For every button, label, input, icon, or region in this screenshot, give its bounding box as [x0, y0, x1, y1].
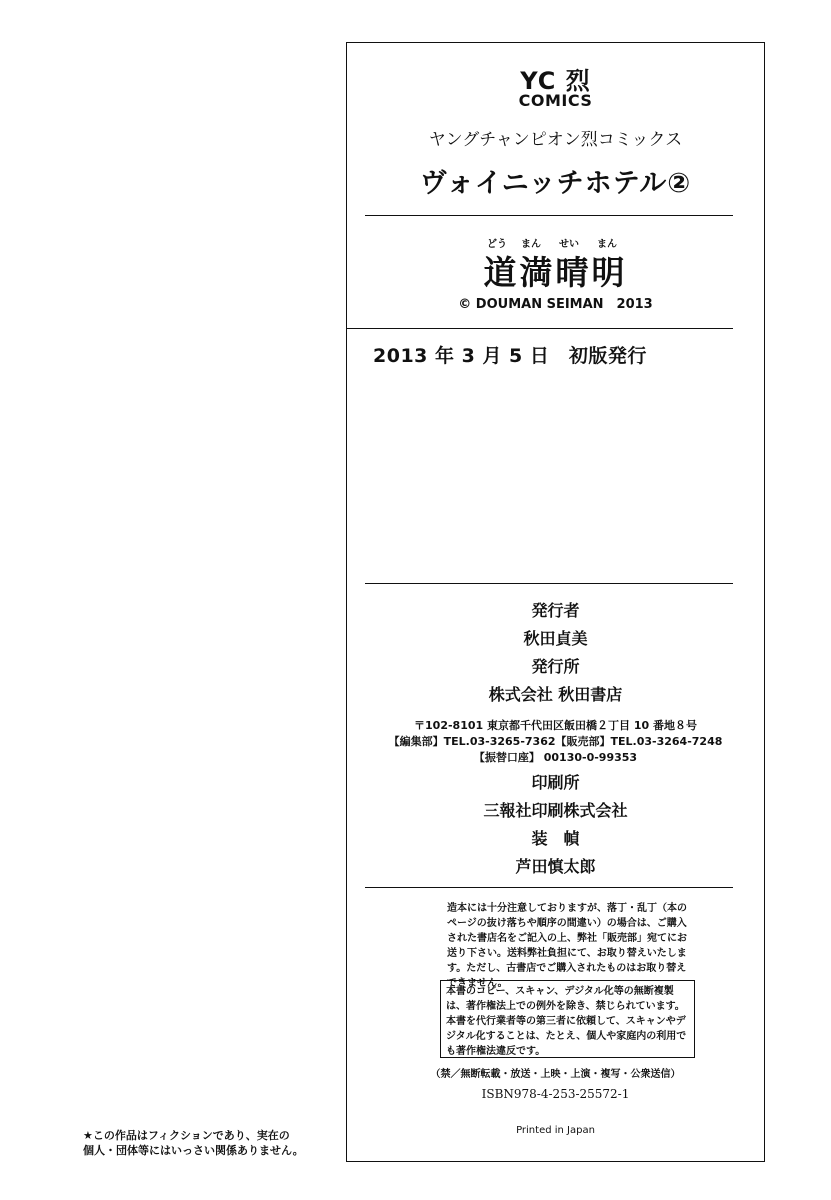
brand-logo-line1: YC 烈	[520, 67, 591, 95]
credits-divider	[365, 583, 733, 584]
publisher-label: 発行者	[531, 601, 580, 620]
printed-in: Printed in Japan	[516, 1125, 595, 1136]
author-name: 道満晴明	[483, 253, 628, 292]
address-line-2: 【編集部】TEL.03-3265-7362【販売部】TEL.03-3264-7248	[388, 735, 723, 748]
address-line-3: 【振替口座】 00130-0-99353	[473, 751, 638, 764]
book-title: ヴォイニッチホテル②	[419, 168, 692, 199]
design-name: 芦田慎太郎	[515, 857, 596, 876]
brand-logo-line2: COMICS	[518, 91, 593, 110]
copyright-line: © DOUMAN SEIMAN 2013	[458, 297, 653, 312]
company-label: 発行所	[531, 657, 580, 676]
company-name: 株式会社 秋田書店	[488, 685, 623, 704]
printer-label: 印刷所	[531, 773, 580, 792]
fiction-disclaimer	[83, 1128, 323, 1158]
publication-date: 2013 年 3 月 5 日 初版発行	[373, 345, 647, 367]
author-ruby-2: まん	[521, 239, 541, 250]
colophon-frame	[346, 42, 765, 1162]
title-divider	[365, 215, 733, 216]
author-divider	[347, 328, 733, 329]
defect-notice: 造本には十分注意しておりますが、落丁・乱丁（本のページの抜け落ちや順序の間違い）の場合は、ご購入された書店名をご記入の上、弊社「販売部」宛てにお送り下さい。送料弊社負担にて、お取り替えいたします。ただし、古書店でご購入されたものはお取り替えできません。	[447, 903, 687, 989]
disclaimer-line-1: ★この作品はフィクションであり、実在の	[83, 1129, 290, 1142]
notice-divider	[365, 887, 733, 888]
series-name: ヤングチャンピオン烈コミックス	[428, 130, 683, 150]
author-ruby-1: どう	[487, 239, 507, 250]
disclaimer-line-2: 個人・団体等にはいっさい関係ありません。	[83, 1144, 304, 1157]
isbn: ISBN978-4-253-25572-1	[481, 1087, 630, 1101]
prohibited-notice: （禁／無断転載・放送・上映・上演・複写・公衆送信）	[430, 1069, 681, 1080]
address-line-1: 〒102-8101 東京都千代田区飯田橋２丁目 10 番地８号	[414, 719, 697, 732]
publisher-name: 秋田貞美	[523, 629, 588, 648]
printer-name: 三報社印刷株式会社	[483, 801, 628, 820]
design-label: 装 幀	[531, 829, 580, 848]
author-ruby-3: せい	[559, 239, 579, 250]
copyright-notice-box: 本書のコピー、スキャン、デジタル化等の無断複製は、著作権法上での例外を除き、禁じられています。本書を代行業者等の第三者に依頼して、スキャンやデジタル化することは、たとえ、個人や家庭内の利用でも著作権法違反です。	[440, 980, 695, 1058]
author-ruby-4: まん	[597, 239, 617, 250]
